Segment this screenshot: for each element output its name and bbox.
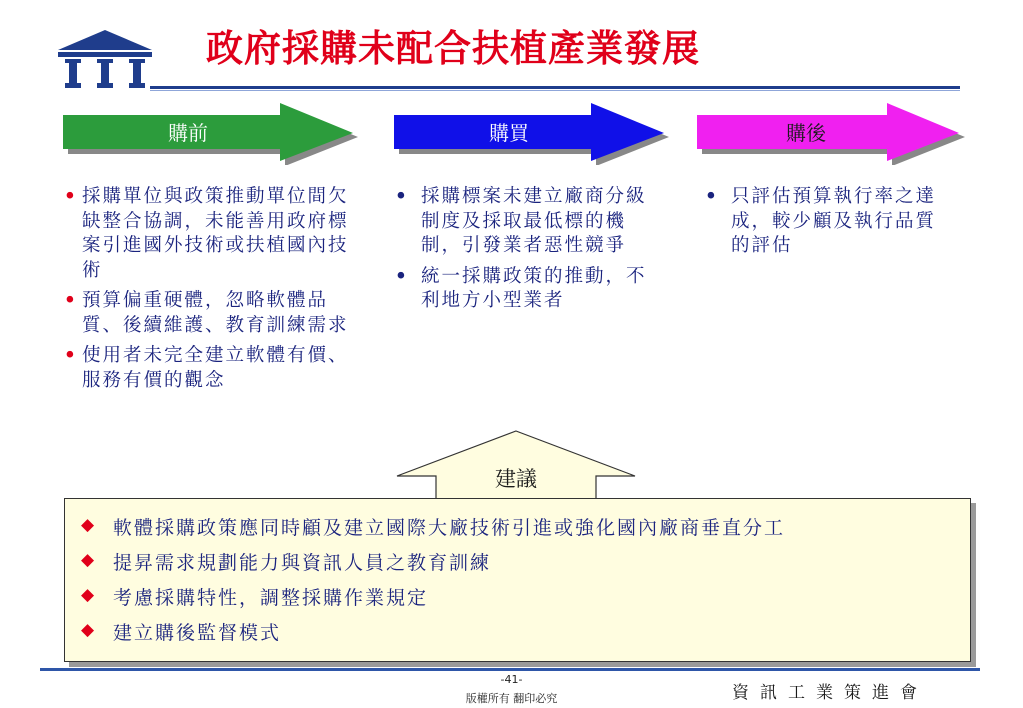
post-purchase-issues [703,185,939,265]
bullet-icon: • [64,290,78,311]
bullet-icon: • [705,186,719,207]
recommendation-label: 建議 [495,467,537,491]
list-item: ◆ 建立購後監督模式 [81,620,282,644]
bullet-icon: • [395,265,409,287]
stage-label: 購後 [786,121,826,145]
list-item: ◆ 提昇需求規劃能力與資訊人員之教育訓練 [81,550,492,574]
purchase-issues [393,185,665,320]
list-item: • 採購單位與政策推動單位間欠缺整合協調，未能善用政府標案引進國外技術或扶植國內技術 [64,186,349,281]
list-item: • 採購標案未建立廠商分級制度及採取最低標的機制，引發業者惡性競爭 [395,186,647,256]
list-item: • 只評估預算執行率之達成，較少顧及執行品質的評估 [705,186,937,256]
list-item: • 統一採購政策的推動，不利地方小型業者 [395,265,647,311]
footer-divider [40,668,980,671]
organization-name: 資訊工業策進會 [732,683,928,703]
page-title: 政府採購未配合扶植產業發展 [206,27,700,70]
diamond-bullet-icon: ◆ [81,620,97,640]
bullet-icon: • [64,345,78,366]
list-item: ◆ 考慮採購特性，調整採購作業規定 [81,585,429,609]
list-item: ◆ 軟體採購政策應同時顧及建立國際大廠技術引進或強化國內廠商垂直分工 [81,515,786,539]
bullet-icon: • [395,186,409,207]
title-divider-thin [150,90,960,91]
stage-arrow-purchase [394,103,694,163]
title-divider [150,86,960,89]
diamond-bullet-icon: ◆ [81,585,97,605]
stage-label: 購前 [168,121,208,145]
list-item: • 預算偏重硬體，忽略軟體品質、後續維護、教育訓練需求 [64,290,349,336]
bullet-icon: • [64,186,78,207]
recommendation-callout [396,430,636,500]
list-item: • 使用者未完全建立軟體有價、服務有價的觀念 [64,345,349,391]
stage-arrow-pre-purchase [63,103,363,163]
stage-arrow-post-purchase [697,103,997,163]
page-number: -41- [500,673,523,686]
diamond-bullet-icon: ◆ [81,515,97,535]
stage-label: 購買 [489,121,529,145]
iii-logo-icon [55,28,155,90]
diamond-bullet-icon: ◆ [81,550,97,570]
recommendation-box [64,498,971,662]
pre-purchase-issues [62,185,354,399]
copyright-notice: 版權所有 翻印必究 [465,692,558,705]
